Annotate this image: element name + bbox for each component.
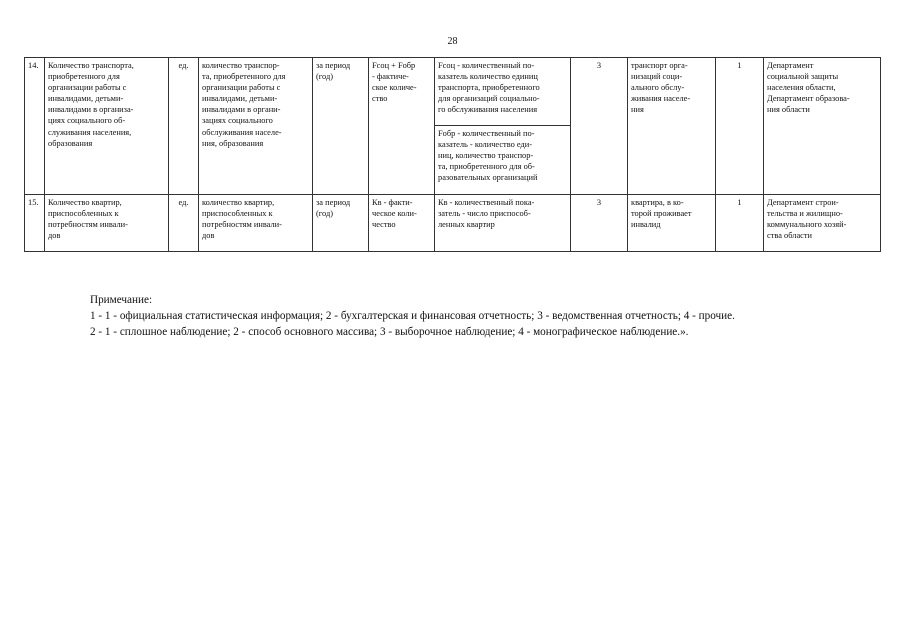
period-cell: за период (год) (313, 195, 369, 252)
formula-cell: Fсоц + Fобр - фактиче- ское количе- ство (369, 58, 435, 195)
notes-heading: Примечание: (90, 294, 153, 306)
coverage-cell: 1 (716, 195, 764, 252)
collection-method-cell: 3 (571, 58, 628, 195)
definition-cell: количество квартир, приспособленных к потребностям инвали- дов (199, 195, 313, 252)
basic-indicators-cell: Кв - количественный пока- затель - число приспособ- ленных квартир (435, 195, 571, 252)
observation-unit-cell: квартира, в ко- торой проживает инвалид (628, 195, 716, 252)
row-number: 15. (25, 195, 45, 252)
page-number: 28 (447, 36, 458, 47)
unit-cell: ед. (169, 58, 199, 195)
formula-cell: Кв - факти- ческое коли- чество (369, 195, 435, 252)
definition-cell: количество транспор- та, приобретенного для организации работы с инвалидами, детьми- инвалидами в органи- зациях социального обслуживания населе- ния, образования (199, 58, 313, 195)
note-line: 1 - 1 - официальная статистическая информация; 2 - бухгалтерская и финансовая отчетность; 3 - ведомственная отчетность; 4 - прочие. (90, 310, 735, 323)
note-line: 2 - 1 - сплошное наблюдение; 2 - способ основного массива; 3 - выборочное наблюдение; 4 - монографическое наблюдение.». (90, 326, 689, 339)
notes-section (90, 292, 735, 341)
basic-indicator-education: Fобр - количественный по- казатель - количество еди- ниц, количество транспор- та, приобретенного для об- разовательных организаций (438, 129, 538, 183)
basic-indicators-cell (435, 58, 571, 195)
coverage-cell: 1 (716, 58, 764, 195)
basic-indicator-social: Fсоц - количественный по- казатель количество единиц транспорта, приобретенного для организаций социально- го обслуживания населения (435, 58, 570, 126)
collection-method-cell: 3 (571, 195, 628, 252)
indicators-table (24, 57, 881, 252)
indicator-name-cell: Количество квартир, приспособленных к потребностям инвали- дов (45, 195, 169, 252)
period-cell: за период (год) (313, 58, 369, 195)
indicator-name-cell: Количество транспорта, приобретенного для организации работы с инвалидами, детьми- инвалидами в организа- циях социального об- служивания населения, образования (45, 58, 169, 195)
unit-cell: ед. (169, 195, 199, 252)
table-row (25, 58, 881, 195)
responsible-cell: Департамент строи- тельства и жилищно- коммунального хозяй- ства области (764, 195, 881, 252)
responsible-cell: Департамент социальной защиты населения области, Департамент образова- ния области (764, 58, 881, 195)
observation-unit-cell: транспорт орга- низаций соци- ального обслу- живания населе- ния (628, 58, 716, 195)
table-row (25, 195, 881, 252)
row-number: 14. (25, 58, 45, 195)
